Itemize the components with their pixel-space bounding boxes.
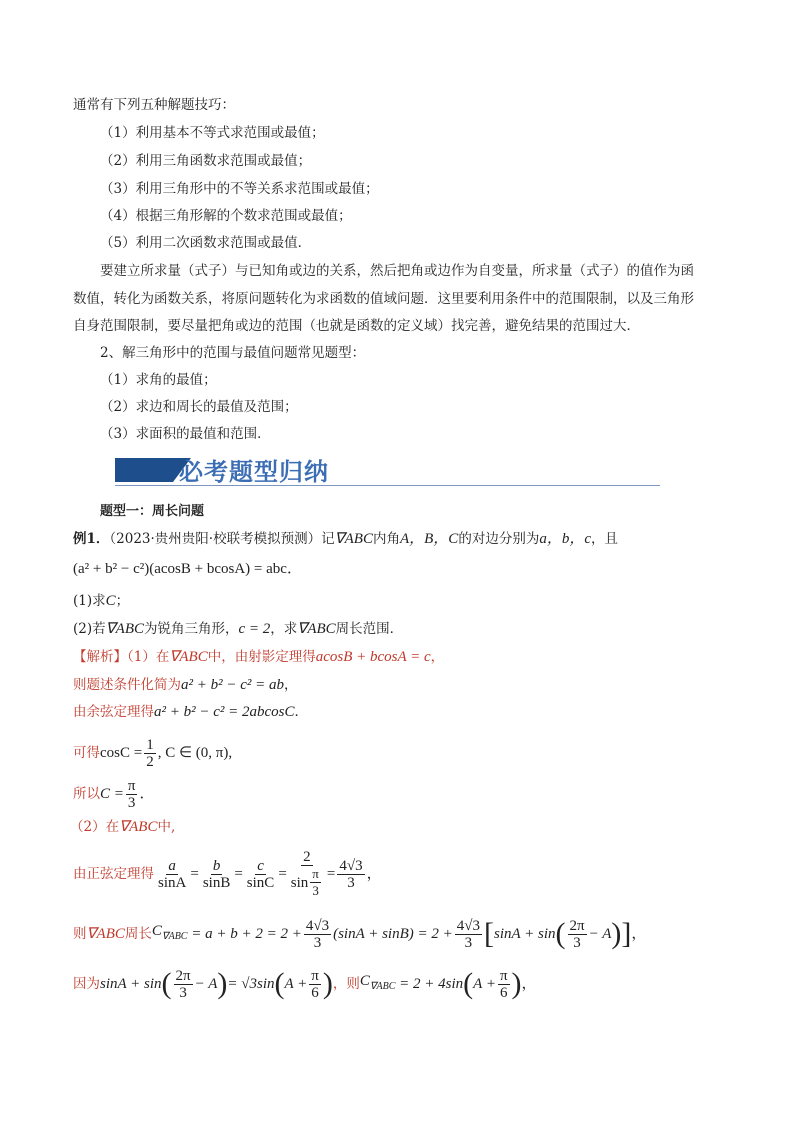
sine-law-line: 由正弦定理得 $\frac{a}{\sin A}$ = $\frac{b}{\sin B}$ = $\frac{c}{\sin C}$ = 2 sin $\frac{\pi}{3}$ = $\frac{4√3}{3}$ ，: [73, 849, 382, 898]
types-heading: 2、解三角形中的范围与最值问题常见题型：: [100, 345, 366, 361]
solution-line-3: 由余弦定理得a² + b² − c² = 2abcosC．: [73, 704, 309, 720]
solution-line-1: 【解析】（1）在∇ABC中，由射影定理得acosB + bcosA = c，: [73, 649, 445, 665]
section-banner: [115, 452, 660, 488]
example-stem: 例1．（2023·贵州贵阳·校联考模拟预测）记∇ABC内角A，B，C的对边分别为a，b，c，且: [73, 531, 618, 547]
type-item: （3）求面积的最值和范围．: [100, 426, 271, 442]
technique-item: （1）利用基本不等式求范围或最值；: [100, 125, 325, 141]
banner-rule: [115, 485, 660, 486]
solution-line-5: 所以 C = $\frac{\pi}{3}$ ．: [73, 777, 155, 811]
solution-line-4: 可得 cosC = $\frac{1}{2}$ , C ∈ (0, π),: [73, 736, 233, 770]
paragraph-line: 要建立所求量（式子）与已知角或边的关系，然后把角或边作为自变量，所求量（式子）的值作为函: [100, 263, 694, 279]
banner-bar: [115, 458, 173, 482]
technique-item: （5）利用二次函数求范围或最值．: [100, 235, 312, 251]
technique-item: （4）根据三角形解的个数求范围或最值；: [100, 208, 352, 224]
paragraph-line: 数值，转化为函数关系，将原问题转化为求函数的值域问题．这里要利用条件中的范围限制，以及三角形: [73, 291, 694, 307]
technique-item: （2）利用三角函数求范围或最值；: [100, 153, 312, 169]
banner-title: 必考题型归纳: [179, 458, 329, 486]
example-label: 例1．: [73, 531, 110, 547]
type-item: （2）求边和周长的最值及范围；: [100, 399, 298, 415]
question-1: (1)求C；: [73, 593, 130, 609]
paragraph-line: 自身范围限制，要尽量把角或边的范围（也就是函数的定义域）找完善，避免结果的范围过大．: [73, 318, 640, 334]
intro-heading: 通常有下列五种解题技巧：: [73, 97, 235, 113]
fraction: $\frac{1}{2}$: [146, 736, 154, 770]
section-title: 题型一：周长问题: [100, 504, 205, 519]
solution-line-2: 则题述条件化简为a² + b² − c² = ab，: [73, 677, 298, 693]
example-condition: (a² + b² − c²)(acosB + bcosA) = abc．: [73, 561, 302, 577]
fraction: $\frac{\pi}{3}$: [127, 777, 136, 811]
type-item: （1）求角的最值；: [100, 372, 217, 388]
question-2: (2)若∇ABC为锐角三角形，c = 2，求∇ABC周长范围．: [73, 621, 404, 637]
solution-part2: （2）在∇ABC中,: [70, 819, 176, 835]
technique-item: （3）利用三角形中的不等关系求范围或最值；: [100, 181, 379, 197]
perimeter-line: 则 ∇ABC 周长 $C_{\nabla ABC}$ = a + b + 2 = 2 + $\frac{4√3}{3}$ (sinA + sinB) = 2 + $\frac{4√3}{3}$ [ sinA + sin ( $\frac{2\pi}{3}$ − A ) ] ，: [73, 917, 647, 951]
final-line: 因为 sinA + sin ( $\frac{2\pi}{3}$ − A ) = √3sin ( A + $\frac{\pi}{6}$ ) ，则 $C_{\nabla ABC}$ = 2 + 4sin ( A + $\frac{\pi}{6}$ ) ，: [73, 967, 537, 1001]
solution-tag: 【解析】: [73, 649, 127, 665]
